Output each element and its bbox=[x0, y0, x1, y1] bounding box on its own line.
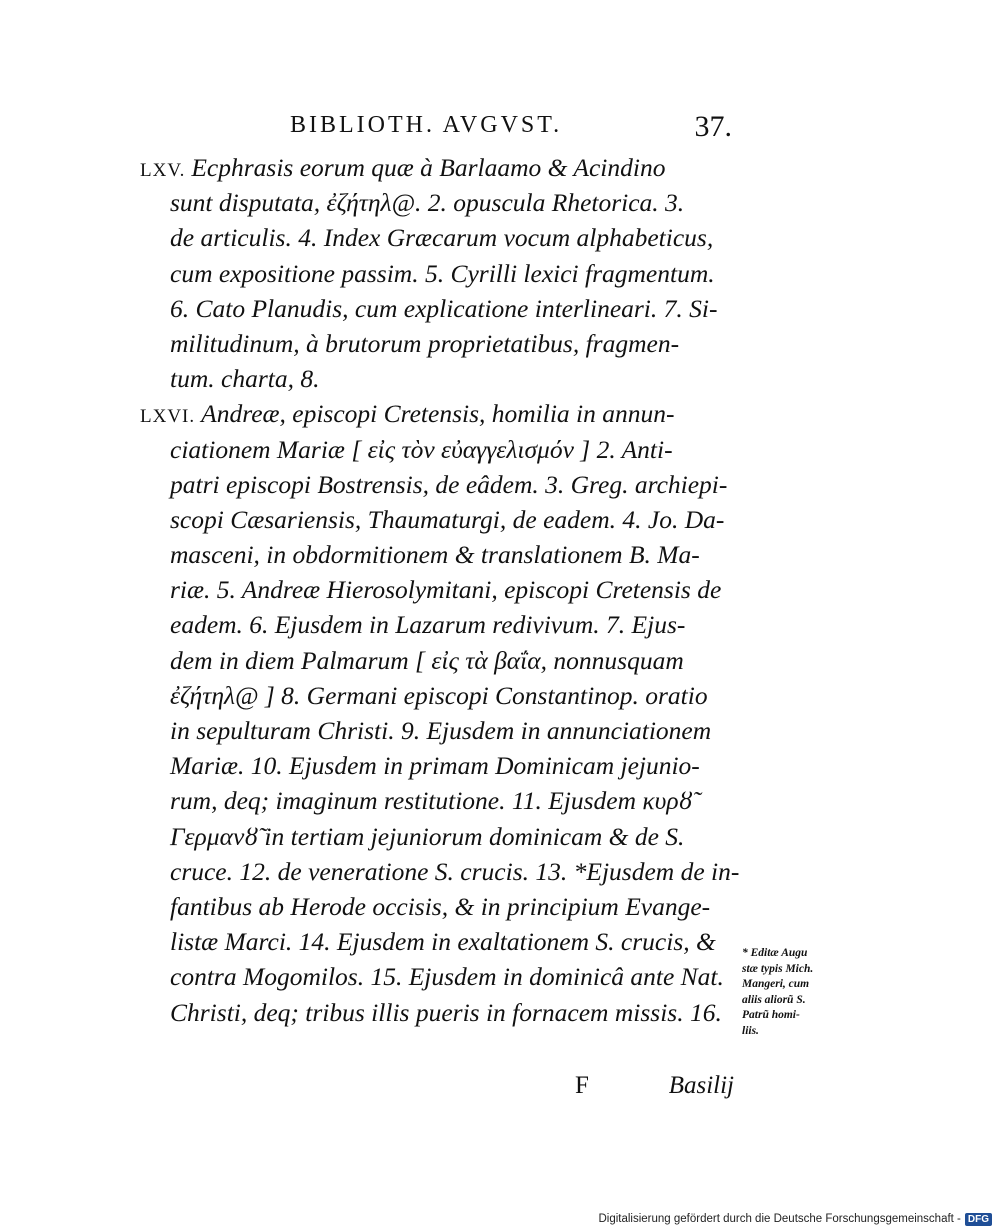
footer-text: Digitalisierung gefördert durch die Deutsche Forschungsgemeinschaft - bbox=[598, 1213, 961, 1225]
text-line: cum expositione passim. 5. Cyrilli lexici fragmentum. bbox=[170, 258, 715, 288]
text-line: Christi, deq; tribus illis pueris in fornacem missis. 16. bbox=[170, 997, 722, 1027]
text-line: ἐζήτηλ@ ] 8. Germani episcopi Constantinop. oratio bbox=[170, 680, 708, 710]
entry-number: LXVI. bbox=[140, 406, 196, 428]
signature-mark: F bbox=[575, 1072, 589, 1099]
marginal-note-line: Patrũ homi- bbox=[742, 1009, 800, 1021]
digitization-footer bbox=[598, 1209, 992, 1229]
dfg-logo-icon: DFG bbox=[965, 1213, 992, 1226]
running-title: BIBLIOTH. AVGVST. bbox=[290, 112, 563, 138]
text-line bbox=[140, 396, 740, 431]
text-line bbox=[140, 150, 740, 185]
marginal-note-line: stæ typis Mich. bbox=[742, 962, 814, 975]
marginal-note bbox=[742, 946, 852, 1039]
marginal-note-line: Mangeri, cum bbox=[742, 978, 810, 990]
text-line: 6. Cato Planudis, cum explicatione interlineari. 7. Si- bbox=[170, 293, 718, 323]
text-line: listæ Marci. 14. Ejusdem in exaltationem S. crucis, & bbox=[170, 927, 716, 957]
text-line: rum, deq; imaginum restitutione. 11. Ejusdem κυρȣ̃ bbox=[170, 786, 693, 816]
text-line: sunt disputata, ἐζήτηλ@. 2. opuscula Rhetorica. 3. bbox=[170, 188, 685, 218]
text-line: patri episcopi Bostrensis, de eâdem. 3. Greg. archiepi- bbox=[170, 469, 728, 499]
text-line: dem in diem Palmarum [ εἰς τὰ βαΐα, nonnusquam bbox=[170, 645, 684, 675]
catchword: Basilij bbox=[668, 1072, 734, 1099]
page-number: 37. bbox=[694, 110, 732, 143]
marginal-note-line: aliis aliorũ S. bbox=[742, 993, 806, 1006]
text-line: tum. charta, 8. bbox=[170, 364, 320, 394]
text-line: ciationem Mariæ [ εἰς τὸν εὐαγγελισμόν ] 2. Anti- bbox=[170, 434, 673, 464]
entry-text: Ecphrasis eorum quæ à Barlaamo & Acindino bbox=[191, 153, 666, 182]
text-line: de articulis. 4. Index Græcarum vocum alphabeticus, bbox=[170, 223, 714, 253]
text-line: contra Mogomilos. 15. Ejusdem in dominicâ ante Nat. bbox=[170, 962, 724, 992]
entry-number: LXV. bbox=[140, 160, 186, 181]
text-line: fantibus ab Herode occisis, & in principium Evange- bbox=[170, 891, 711, 921]
text-line: scopi Cæsariensis, Thaumaturgi, de eadem. 4. Jo. Da- bbox=[170, 504, 725, 534]
text-line: cruce. 12. de veneratione S. crucis. 13. *Ejusdem de in- bbox=[170, 856, 740, 886]
text-line: riæ. 5. Andreæ Hierosolymitani, episcopi Cretensis de bbox=[170, 575, 722, 605]
text-line: Γερμανȣ̃ in tertiam jejuniorum dominicam & de S. bbox=[170, 821, 685, 851]
catchword-row bbox=[575, 1072, 740, 1112]
body-text bbox=[140, 150, 740, 1030]
marginal-note-line: liis. bbox=[742, 1024, 759, 1037]
entry-text: Andreæ, episcopi Cretensis, homilia in annun- bbox=[201, 399, 675, 429]
text-line: militudinum, à brutorum proprietatibus, fragmen- bbox=[170, 328, 680, 358]
page-header bbox=[290, 112, 740, 148]
text-line: in sepulturam Christi. 9. Ejusdem in annunciationem bbox=[170, 716, 712, 745]
text-line: masceni, in obdormitionem & translationem B. Ma- bbox=[170, 540, 700, 570]
text-line: eadem. 6. Ejusdem in Lazarum redivivum. 7. Ejus- bbox=[170, 610, 686, 640]
text-line: Mariæ. 10. Ejusdem in primam Dominicam jejunio- bbox=[170, 751, 700, 781]
marginal-note-line: * Editæ Augu bbox=[742, 947, 808, 959]
